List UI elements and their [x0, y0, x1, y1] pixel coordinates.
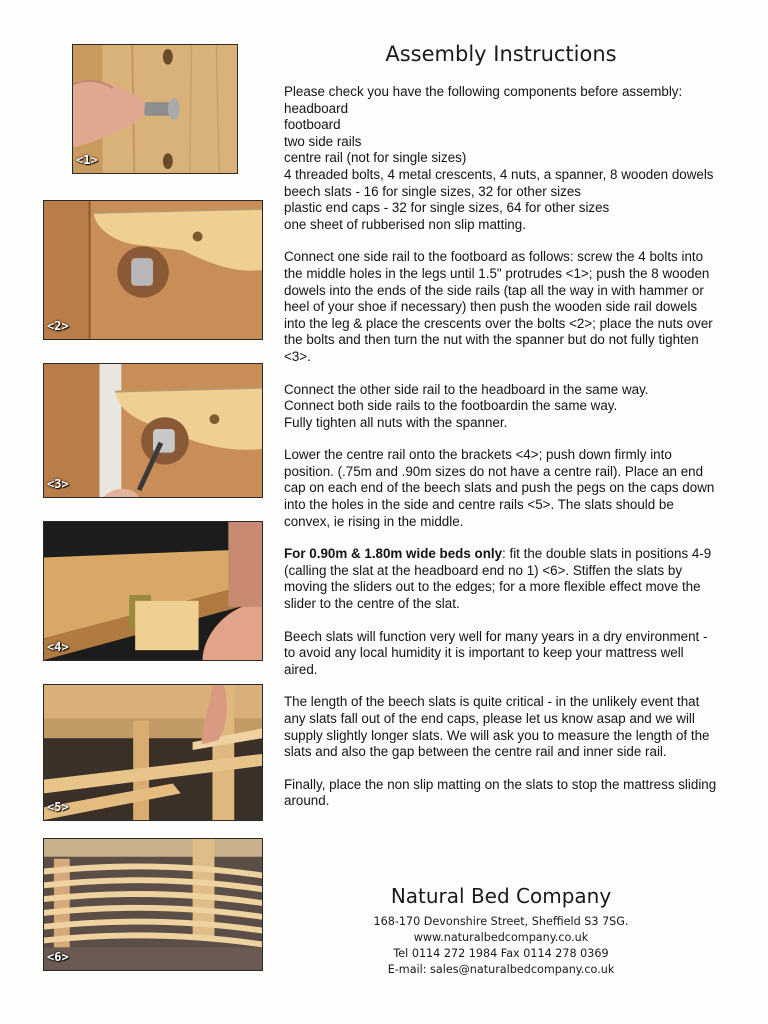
component-item: beech slats - 16 for single sizes, 32 for other sizes	[284, 183, 581, 199]
step-line: Connect the other side rail to the headboard in the same way.	[284, 381, 649, 397]
wide-beds-text: : fit the double slats in positions 4-9 (calling the slat at the headboard end no 1) <6>. Stiffen the slats by moving the sliders out to the edges; for a more flexible effect move the slider to the centre of the slat.	[284, 546, 712, 612]
step-photo-1	[72, 44, 238, 174]
instructions-text	[284, 84, 720, 826]
figure-label: <6>	[47, 950, 69, 964]
spanner-photo-image	[44, 364, 262, 497]
component-item: one sheet of rubberised non slip matting.	[284, 216, 526, 232]
figure-label: <1>	[76, 153, 98, 167]
centre-rail-photo-image	[44, 522, 262, 660]
step-line: Connect both side rails to the footboardin the same way.	[284, 398, 618, 414]
component-item: two side rails	[284, 133, 362, 149]
step-finally: Finally, place the non slip matting on the slats to stop the mattress sliding around.	[284, 776, 717, 809]
end-cap-photo-image	[44, 685, 262, 820]
component-item: centre rail (not for single sizes)	[284, 150, 467, 166]
step-connect-side-rail: Connect one side rail to the footboard as follows: screw the 4 bolts into the middle holes in the legs until 1.5" protrudes <1>; push the 8 wooden dowels into the ends of the side rails (tap all the way in with hammer or heel of your shoe if necessary) then push the wooden side rail dowels into the leg & place the crescents over the bolts <2>; place the nuts over the bolts and then turn the nut with the spanner but do not fully tighten <3>.	[284, 249, 713, 364]
crescent-photo-image	[44, 201, 262, 339]
step-connect-other-rails	[284, 382, 720, 432]
company-phone: Tel 0114 272 1984 Fax 0114 278 0369	[393, 947, 609, 960]
company-email: E-mail: sales@naturalbedcompany.co.uk	[387, 963, 615, 976]
step-photo-3	[43, 363, 263, 498]
step-photo-5	[43, 684, 263, 821]
step-photo-6	[43, 838, 263, 971]
components-section	[284, 84, 720, 233]
company-website: www.naturalbedcompany.co.uk	[413, 931, 589, 944]
page-title: Assembly Instructions	[385, 42, 617, 66]
figure-label: <2>	[47, 319, 69, 333]
company-name: Natural Bed Company	[390, 884, 612, 908]
step-humidity: Beech slats will function very well for many years in a dry environment - to avoid any local humidity it is important to keep your mattress well aired.	[284, 628, 708, 677]
figure-label: <4>	[47, 640, 69, 654]
step-line: Fully tighten all nuts with the spanner.	[284, 414, 508, 430]
figure-label: <3>	[47, 477, 69, 491]
component-item: 4 threaded bolts, 4 metal crescents, 4 nuts, a spanner, 8 wooden dowels	[284, 166, 714, 182]
slats-photo-image	[44, 839, 262, 970]
company-address: 168-170 Devonshire Street, Sheffield S3 7SG.	[373, 915, 629, 928]
components-lead: Please check you have the following components before assembly:	[284, 84, 683, 99]
component-item: headboard	[284, 100, 349, 116]
wide-beds-heading: For 0.90m & 1.80m wide beds only	[284, 546, 503, 562]
figure-label: <5>	[47, 800, 69, 814]
step-slat-length: The length of the beech slats is quite critical - in the unlikely event that any slats fall out of the end caps, please let us know asap and we will supply slightly longer slats. We will ask you to measure the length of the slats and also the gap between the centre rail and inner side rail.	[284, 694, 710, 760]
company-footer	[284, 884, 718, 978]
component-item: plastic end caps - 32 for single sizes, 64 for other sizes	[284, 200, 610, 216]
component-item: footboard	[284, 117, 341, 133]
step-photo-4	[43, 521, 263, 661]
step-photo-2	[43, 200, 263, 340]
step-centre-rail: Lower the centre rail onto the brackets <4>; push down firmly into position. (.75m and .90m sizes do not have a centre rail). Place an end cap on each end of the beech slats and push the pegs on the caps down into the holes in the side and centre rails <5>. The slats should be convex, ie rising in the middle.	[284, 447, 715, 529]
step-wide-beds	[284, 546, 720, 612]
